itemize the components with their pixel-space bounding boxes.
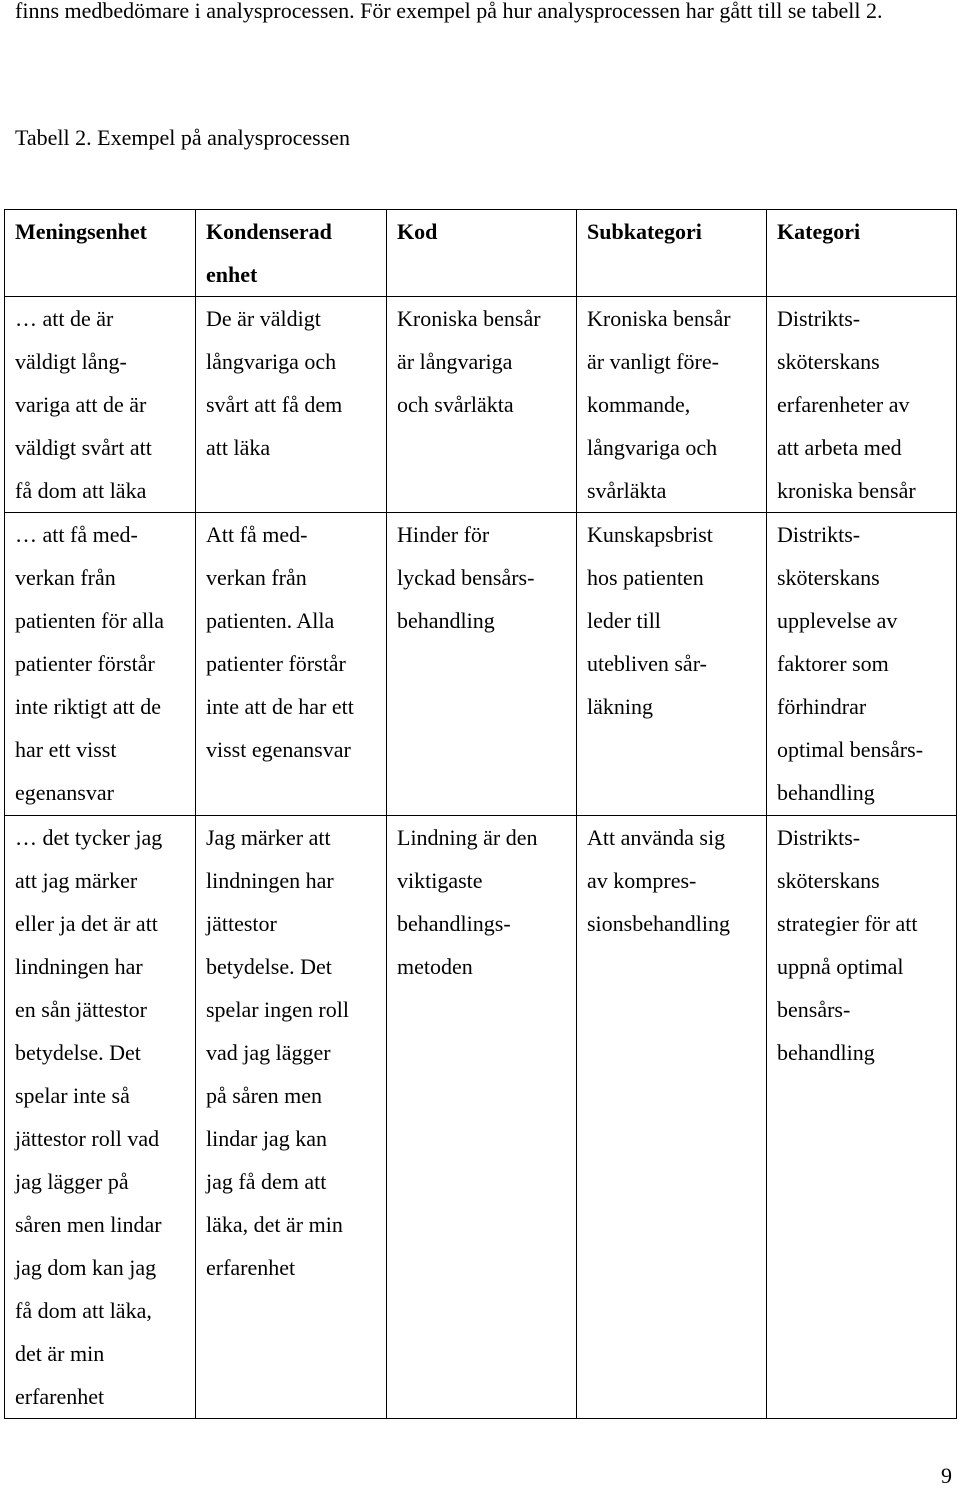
cell-meningsenhet: … det tycker jag att jag märker eller ja det är att lindningen har en sån jättestor betydelse. Det spelar inte så jättestor roll vad jag lägger på såren men lindar jag dom kan jag få dom att läka, det är min erfarenhet — [5, 816, 196, 1419]
table-caption: Tabell 2. Exempel på analysprocessen — [15, 125, 351, 150]
header-kategori: Kategori — [767, 210, 957, 297]
header-kod: Kod — [387, 210, 577, 297]
intro-paragraph: finns medbedömare i analysprocessen. För exempel på hur analysprocessen har gått till se tabell 2. — [15, 0, 883, 23]
cell-subkategori: Kroniska bensår är vanligt före- kommande, långvariga och svårläkta — [577, 297, 767, 513]
cell-kategori: Distrikts- sköterskans erfarenheter av att arbeta med kroniska bensår — [767, 297, 957, 513]
header-subkategori: Subkategori — [577, 210, 767, 297]
cell-meningsenhet: … att få med- verkan från patienten för alla patienter förstår inte riktigt att de har ett visst egenansvar — [5, 513, 196, 816]
cell-kondenserad-enhet: Jag märker att lindningen har jättestor betydelse. Det spelar ingen roll vad jag lägger på såren men lindar jag kan jag få dem att läka, det är min erfarenhet — [196, 816, 387, 1419]
table-row — [5, 297, 957, 513]
cell-kategori: Distrikts- sköterskans upplevelse av faktorer som förhindrar optimal bensårs- behandling — [767, 513, 957, 816]
analysis-table — [4, 209, 957, 1419]
cell-kod: Lindning är den viktigaste behandlings- metoden — [387, 816, 577, 1419]
cell-kondenserad-enhet: Att få med- verkan från patienten. Alla patienter förstår inte att de har ett visst egenansvar — [196, 513, 387, 816]
header-meningsenhet: Meningsenhet — [5, 210, 196, 297]
cell-subkategori: Att använda sig av kompres- sionsbehandling — [577, 816, 767, 1419]
cell-kategori: Distrikts- sköterskans strategier för att uppnå optimal bensårs- behandling — [767, 816, 957, 1419]
table-row — [5, 513, 957, 816]
header-kondenserad-enhet: Kondenserad enhet — [196, 210, 387, 297]
cell-kondenserad-enhet: De är väldigt långvariga och svårt att få dem att läka — [196, 297, 387, 513]
table-header-row — [5, 210, 957, 297]
cell-kod: Hinder för lyckad bensårs- behandling — [387, 513, 577, 816]
cell-subkategori: Kunskapsbrist hos patienten leder till utebliven sår- läkning — [577, 513, 767, 816]
cell-kod: Kroniska bensår är långvariga och svårläkta — [387, 297, 577, 513]
page-number: 9 — [941, 1463, 952, 1488]
table-row — [5, 816, 957, 1419]
cell-meningsenhet: … att de är väldigt lång- variga att de är väldigt svårt att få dom att läka — [5, 297, 196, 513]
